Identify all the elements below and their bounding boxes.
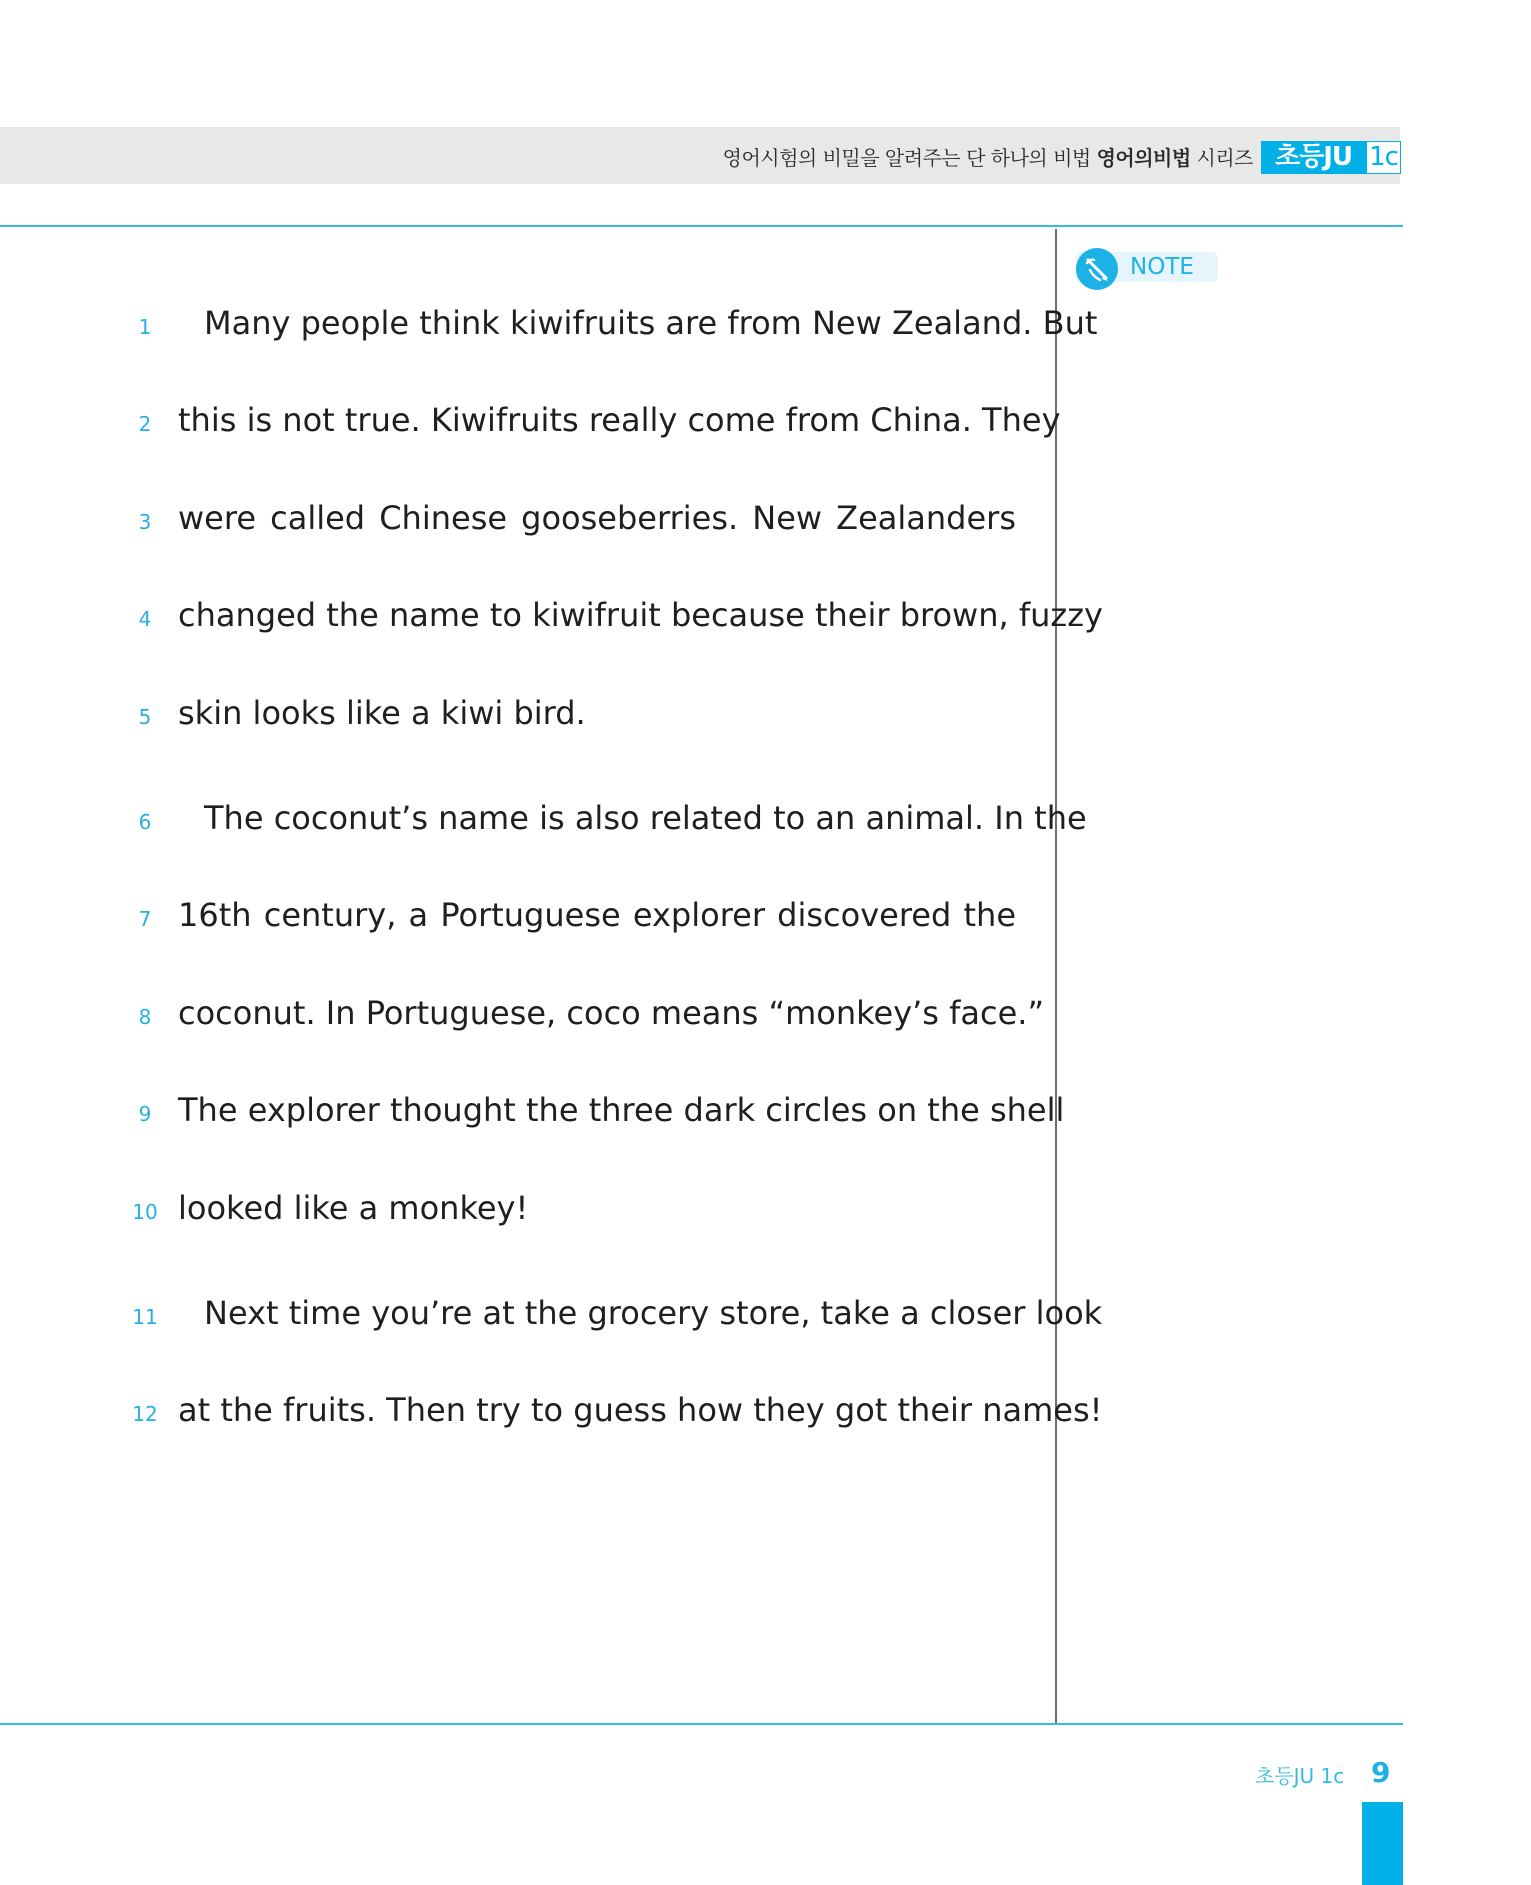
line-text: at the fruits. Then try to guess how they got their names! <box>178 1391 1103 1429</box>
passage-line <box>0 1088 1100 1132</box>
brand-logo: 초등JU <box>1261 141 1366 174</box>
bottom-rule <box>0 1723 1403 1725</box>
line-number: 8 <box>138 1005 152 1029</box>
line-number: 1 <box>138 315 152 339</box>
line-text: were called Chinese gooseberries. New Zealanders <box>178 499 1016 537</box>
line-number: 3 <box>138 510 152 534</box>
line-text: skin looks like a kiwi bird. <box>178 694 586 732</box>
line-number: 6 <box>138 810 152 834</box>
passage-line <box>0 496 1100 540</box>
passage-line <box>0 1186 1100 1230</box>
footer-brand: 초등JU 1c <box>1255 1764 1345 1788</box>
pen-hand-icon <box>1076 248 1118 290</box>
line-number: 2 <box>138 412 152 436</box>
passage-line <box>0 1388 1103 1432</box>
line-text: coconut. In Portuguese, coco means “monkey’s face.” <box>178 994 1045 1032</box>
top-rule <box>0 225 1403 227</box>
tagline-bold: 영어의비법 <box>1096 146 1191 170</box>
note-column-divider <box>1055 229 1057 1723</box>
tagline-suffix: 시리즈 <box>1196 146 1253 170</box>
line-number: 7 <box>138 907 152 931</box>
line-text: The coconut’s name is also related to an animal. In the <box>204 799 1087 837</box>
line-number: 5 <box>138 705 152 729</box>
brand-level: 1c <box>1366 141 1401 174</box>
line-number: 4 <box>138 607 152 631</box>
passage-line <box>0 991 1100 1035</box>
line-text: Next time you’re at the grocery store, take a closer look <box>204 1294 1103 1332</box>
line-text: The explorer thought the three dark circles on the shell <box>178 1091 1065 1129</box>
passage-line <box>0 593 1103 637</box>
page-number: 9 <box>1371 1756 1391 1789</box>
line-text: 16th century, a Portuguese explorer discovered the <box>178 896 1016 934</box>
line-number: 11 <box>132 1305 158 1329</box>
line-number: 9 <box>138 1102 152 1126</box>
line-text: Many people think kiwifruits are from New Zealand. But <box>204 304 1098 342</box>
series-tagline <box>723 142 1253 171</box>
passage-line <box>0 796 1100 840</box>
line-text: changed the name to kiwifruit because their brown, fuzzy <box>178 596 1103 634</box>
line-text: this is not true. Kiwifruits really come from China. They <box>178 401 1061 439</box>
line-number: 12 <box>132 1402 158 1426</box>
page-edge-tab <box>1362 1802 1403 1885</box>
passage-line <box>0 691 1100 735</box>
tagline-prefix: 영어시험의 비밀을 알려주는 단 하나의 비법 <box>722 146 1091 170</box>
line-number: 10 <box>132 1200 158 1224</box>
note-label: NOTE <box>1130 254 1194 280</box>
passage-line <box>0 1291 1103 1335</box>
passage-line <box>0 893 1100 937</box>
passage-line <box>0 398 1100 442</box>
line-text: looked like a monkey! <box>178 1189 529 1227</box>
passage-line <box>0 301 1100 345</box>
